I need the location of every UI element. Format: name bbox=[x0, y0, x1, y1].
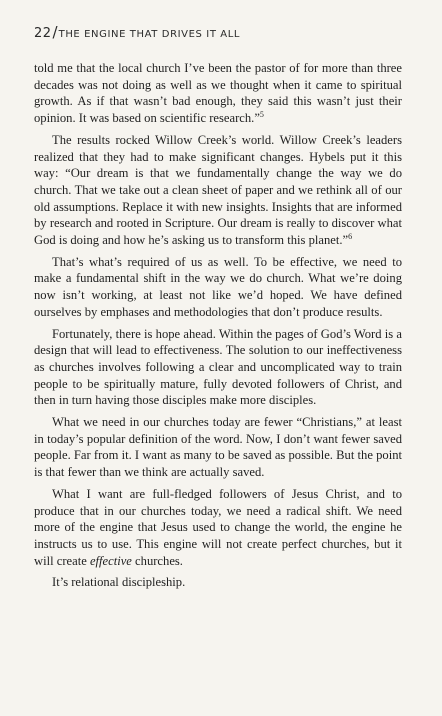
paragraph bbox=[34, 326, 402, 410]
emphasized-word: effective bbox=[89, 553, 132, 568]
paragraph bbox=[34, 254, 402, 321]
footnote-marker: 6 bbox=[348, 231, 353, 241]
paragraph bbox=[34, 486, 402, 570]
body-text bbox=[34, 60, 402, 596]
paragraph bbox=[34, 414, 402, 481]
running-title: THE ENGINE THAT DRIVES IT ALL bbox=[58, 29, 241, 40]
footnote-marker: 5 bbox=[259, 109, 264, 119]
running-header bbox=[34, 22, 240, 41]
paragraph-text: churches. bbox=[131, 553, 183, 568]
page-number: 22 bbox=[34, 26, 52, 41]
paragraph-text: It’s relational discipleship. bbox=[52, 575, 186, 590]
paragraph-text: told me that the local church I’ve been the pastor of for more than three decades was not doing as well as we thought when it came to spiritual growth. As if that wasn’t bad enough, they said this wasn’t just their opinion. It was based on scientific research.” bbox=[34, 61, 402, 126]
paragraph-text: That’s what’s required of us as well. To be effective, we need to make a fundamental shift in the way we do church. What we’re doing now isn’t working, at least not like we’d hoped. We have defined ourselves by emphases and methodologies that don’t produce results. bbox=[34, 254, 402, 319]
paragraph bbox=[34, 60, 402, 127]
paragraph bbox=[34, 574, 402, 591]
paragraph-text: What we need in our churches today are fewer “Christians,” at least in today’s popular definition of the word. Now, I don’t want fewer saved people. Far from it. I want as many to be saved as possible. But the point is that fewer than we think are actually saved. bbox=[34, 415, 402, 480]
paragraph-text: The results rocked Willow Creek’s world. Willow Creek’s leaders realized that they had to make significant changes. Hybels put it this way: “Our dream is that we fundamentally change the way we do church. That we take out a clean sheet of paper and we rethink all of our old assumptions. Replace it with new insights. Insights that are informed by research and rooted in Scripture. Our dream is really to discover what God is doing and how he’s asking us to transform this planet.” bbox=[34, 132, 402, 248]
paragraph bbox=[34, 132, 402, 249]
paragraph-text: Fortunately, there is hope ahead. Within the pages of God’s Word is a design that will lead to effectiveness. The solution to our ineffectiveness as churches involves following a clear and uncomplicated way to train people to be spiritually mature, fully devoted followers of Christ, and then in turn having those disciples make more disciples. bbox=[34, 326, 402, 408]
header-separator: / bbox=[52, 23, 58, 41]
paragraph-text: What I want are full-fledged followers of Jesus Christ, and to produce that in our churches today, we need a radical shift. We need more of the engine that Jesus used to change the world, the engine he instructs us to use. This engine will not create perfect churches, but it will create bbox=[34, 486, 402, 568]
